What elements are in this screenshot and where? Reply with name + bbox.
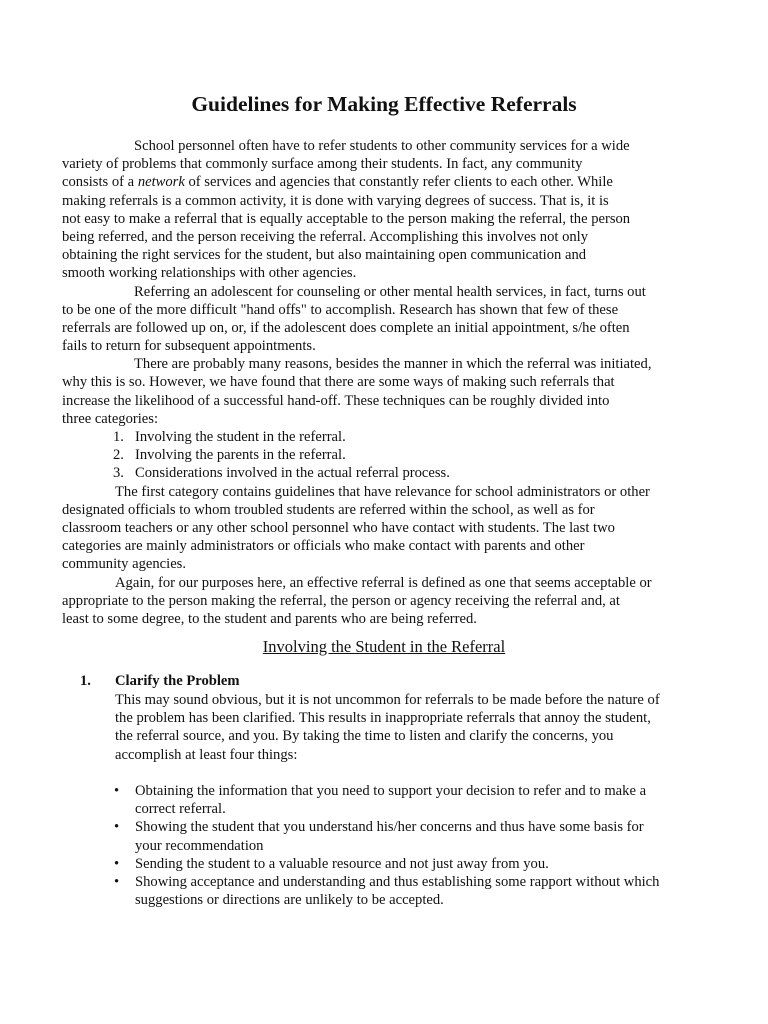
text-line: correct referral. <box>135 801 226 818</box>
text-line: This may sound obvious, but it is not uncommon for referrals to be made before the nature of <box>115 692 660 708</box>
paragraph-5 <box>62 574 722 629</box>
text-line: There are probably many reasons, besides the manner in which the referral was initiated, <box>134 356 652 373</box>
text-line: classroom teachers or any other school personnel who have contact with students. The last two <box>62 519 615 536</box>
text-segment: consists of a <box>62 174 138 191</box>
text-line: smooth working relationships with other agencies. <box>62 265 357 282</box>
bullet-icon: • <box>114 873 120 890</box>
list-number: 2. <box>113 447 124 464</box>
paragraph-2 <box>62 283 722 356</box>
list-item-text: Involving the parents in the referral. <box>135 447 346 464</box>
item-number: 1. <box>80 673 91 689</box>
list-item-text: Considerations involved in the actual referral process. <box>135 465 450 482</box>
text-line: least to some degree, to the student and parents who are being referred. <box>62 610 477 627</box>
text-line: Again, for our purposes here, an effective referral is defined as one that seems acceptable or <box>115 574 652 591</box>
text-line: being referred, and the person receiving the referral. Accomplishing this involves not only <box>62 228 589 245</box>
item-heading-text: Clarify the Problem <box>115 673 240 689</box>
text-line: fails to return for subsequent appointments. <box>62 338 316 355</box>
text-line: referrals are followed up on, or, if the adolescent does complete an initial appointment, s/he often <box>62 319 630 336</box>
text-line: categories are mainly administrators or officials who make contact with parents and other <box>62 538 585 555</box>
text-line: community agencies. <box>62 556 187 573</box>
bullet-icon: • <box>114 783 120 799</box>
text-line: accomplish at least four things: <box>115 746 298 763</box>
text-line: your recommendation <box>135 837 264 854</box>
bullet-item <box>115 855 659 873</box>
list-item <box>62 446 722 464</box>
page-title: Guidelines for Making Effective Referrals <box>191 92 577 116</box>
text-line: not easy to make a referral that is equally acceptable to the person making the referral, the person <box>62 210 631 227</box>
text-line: School personnel often have to refer students to other community services for a wide <box>134 138 630 154</box>
bullet-icon: • <box>114 855 120 872</box>
text-line: appropriate to the person making the referral, the person or agency receiving the referral and, at <box>62 592 620 609</box>
list-number: 1. <box>113 429 124 445</box>
text-segment: of services and agencies that constantly refer clients to each other. While <box>184 174 613 191</box>
bullet-item <box>115 782 659 818</box>
paragraph-1 <box>62 137 722 283</box>
list-number: 3. <box>113 465 124 482</box>
bullet-item <box>115 818 659 854</box>
bullet-list <box>115 782 659 909</box>
text-line: the referral source, and you. By taking the time to listen and clarify the concerns, you <box>115 728 614 745</box>
paragraph-4 <box>62 483 722 574</box>
item-heading <box>80 673 240 690</box>
bullet-icon: • <box>114 819 120 836</box>
text-line: The first category contains guidelines that have relevance for school administrators or other <box>115 483 650 500</box>
text-line: the problem has been clarified. This results in inappropriate referrals that annoy the student, <box>115 710 651 727</box>
text-line: Referring an adolescent for counseling or other mental health services, in fact, turns out <box>134 283 646 300</box>
item-paragraph <box>115 691 660 764</box>
text-line: obtaining the right services for the student, but also maintaining open communication and <box>62 247 587 264</box>
text-line: Showing the student that you understand his/her concerns and thus have some basis for <box>135 819 644 836</box>
text-line: Showing acceptance and understanding and thus establishing some rapport without which <box>135 873 660 890</box>
text-line: to be one of the more difficult "hand offs" to accomplish. Research has shown that few of these <box>62 301 619 318</box>
text-line <box>62 173 722 191</box>
text-line: suggestions or directions are unlikely to be accepted. <box>135 892 444 909</box>
text-line: Obtaining the information that you need to support your decision to refer and to make a <box>135 783 647 799</box>
section-heading: Involving the Student in the Referral <box>262 637 506 656</box>
text-line: designated officials to whom troubled students are referred within the school, as well as for <box>62 501 595 518</box>
text-line: Sending the student to a valuable resource and not just away from you. <box>135 855 549 872</box>
text-line: making referrals is a common activity, it is done with varying degrees of success. That is, it is <box>62 192 609 209</box>
bullet-item <box>115 873 659 909</box>
categories-list <box>62 428 722 483</box>
text-line: why this is so. However, we have found that there are some ways of making such referrals that <box>62 374 615 391</box>
text-line: three categories: <box>62 410 159 427</box>
list-item <box>62 464 722 482</box>
paragraph-3 <box>62 355 722 428</box>
intro-text <box>62 137 722 628</box>
list-item <box>62 428 722 446</box>
text-line: increase the likelihood of a successful hand-off. These techniques can be roughly divided into <box>62 392 610 409</box>
emphasis-network: network <box>137 174 185 191</box>
text-line: variety of problems that commonly surface among their students. In fact, any community <box>62 156 583 173</box>
list-item-text: Involving the student in the referral. <box>135 429 346 445</box>
